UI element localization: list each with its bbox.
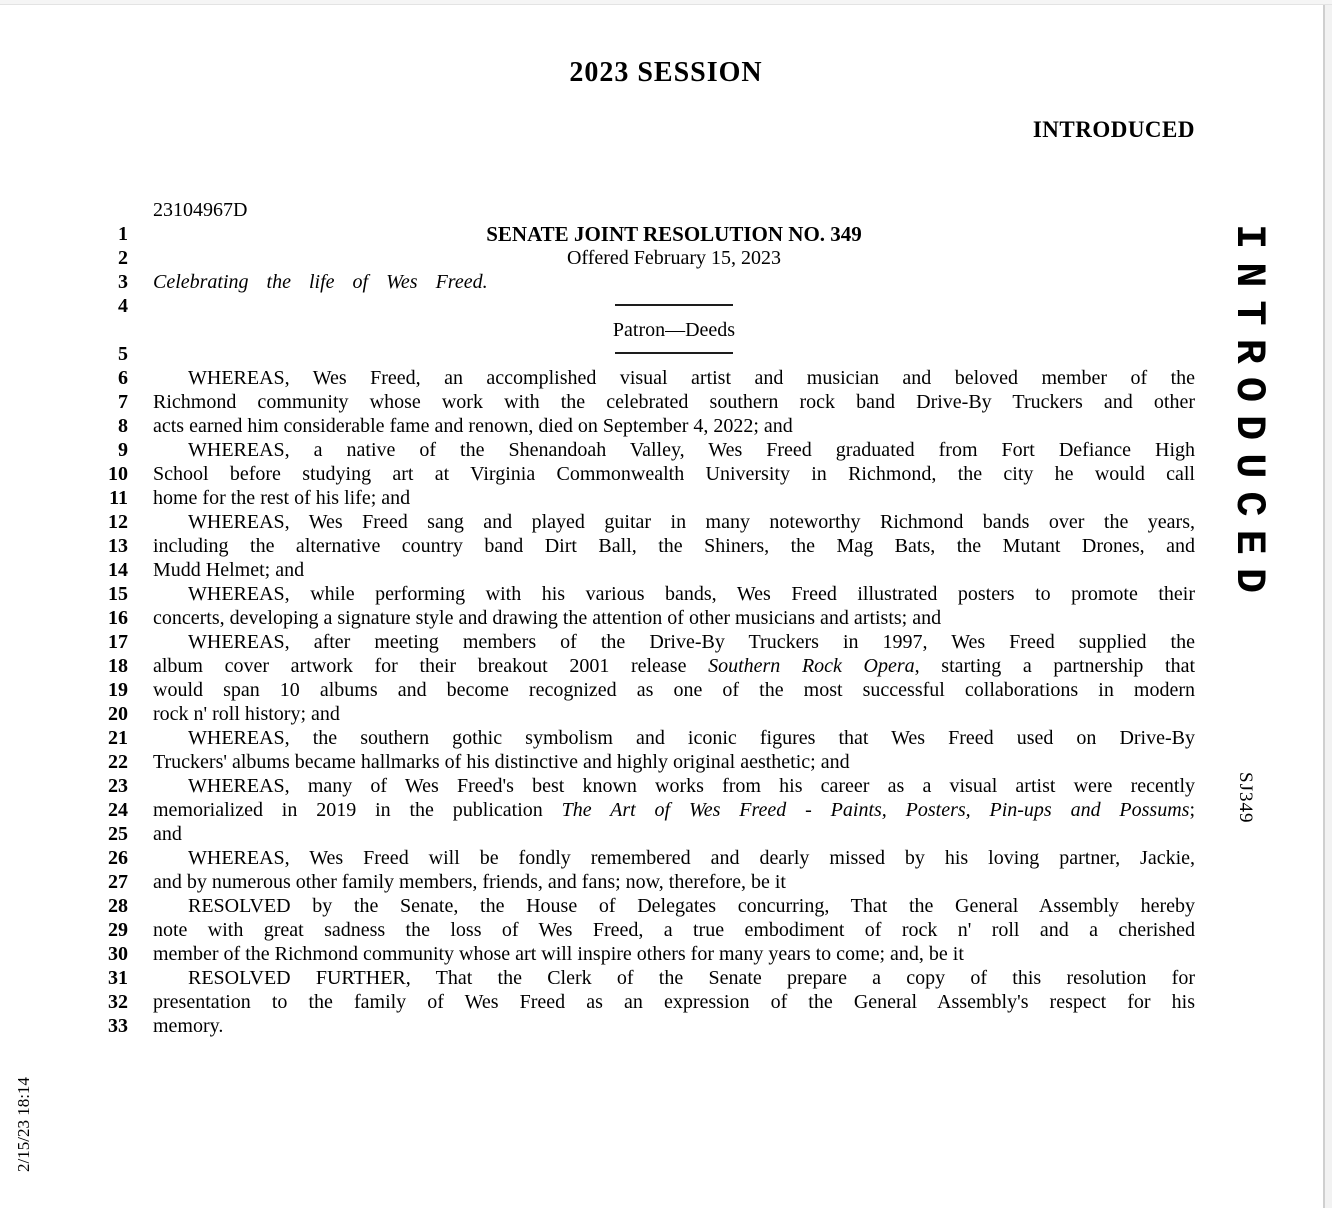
document-line <box>0 438 1220 462</box>
document-line <box>0 1014 1220 1038</box>
text-segment: member of the Richmond community whose art will inspire others for many years to come; and, be it <box>153 943 964 965</box>
document-line <box>0 918 1220 942</box>
line-content <box>153 630 1195 654</box>
line-content <box>153 654 1195 678</box>
line-content <box>153 318 1195 342</box>
text-segment: and by numerous other family members, friends, and fans; now, therefore, be it <box>153 871 786 893</box>
line-content <box>153 726 1195 750</box>
text-segment: presentation to the family of Wes Freed as an expression of the General Assembly's respect for his <box>153 991 1195 1013</box>
line-number: 25 <box>108 823 128 845</box>
text-segment: ; <box>1189 799 1195 821</box>
separator-line <box>615 304 733 306</box>
line-number: 18 <box>108 655 128 677</box>
document-line <box>0 462 1220 486</box>
text-segment: acts earned him considerable fame and renown, died on September 4, 2022; and <box>153 415 793 437</box>
text-segment: School before studying art at Virginia Commonwealth University in Richmond, the city he would call <box>153 463 1195 485</box>
line-number: 15 <box>108 583 128 605</box>
line-content <box>153 774 1195 798</box>
line-content <box>153 246 1195 270</box>
text-segment: home for the rest of his life; and <box>153 487 411 509</box>
separator-row <box>0 294 1220 318</box>
line-content <box>153 990 1195 1014</box>
line-content <box>153 942 1195 966</box>
page-top-edge <box>0 0 1332 5</box>
line-number: 21 <box>108 727 128 749</box>
document-line <box>0 534 1220 558</box>
line-content <box>153 894 1195 918</box>
line-content <box>153 486 1195 510</box>
line-number: 17 <box>108 631 128 653</box>
document-line <box>0 846 1220 870</box>
document-line <box>0 270 1220 294</box>
text-segment: RESOLVED by the Senate, the House of Delegates concurring, That the General Assembly hereby <box>188 895 1195 917</box>
text-segment: RESOLVED FURTHER, That the Clerk of the Senate prepare a copy of this resolution for <box>188 967 1195 989</box>
line-number: 7 <box>118 391 128 413</box>
resolution-body <box>0 198 1220 1038</box>
document-line <box>0 510 1220 534</box>
line-content <box>153 462 1195 486</box>
line-number: 1 <box>118 223 128 245</box>
introduced-status-header: INTRODUCED <box>1032 117 1195 142</box>
text-segment: WHEREAS, Wes Freed, an accomplished visual artist and musician and beloved member of the <box>188 367 1195 389</box>
line-content <box>153 750 1195 774</box>
line-number: 11 <box>109 487 128 509</box>
line-number: 33 <box>108 1015 128 1037</box>
text-segment: WHEREAS, after meeting members of the Drive-By Truckers in 1997, Wes Freed supplied the <box>188 631 1195 653</box>
text-segment: WHEREAS, many of Wes Freed's best known works from his career as a visual artist were recently <box>188 775 1195 797</box>
text-segment: Richmond community whose work with the celebrated southern rock band Drive-By Truckers and other <box>153 391 1195 413</box>
line-content <box>153 870 1195 894</box>
text-segment: including the alternative country band Dirt Ball, the Shiners, the Mag Bats, the Mutant Drones, and <box>153 535 1195 557</box>
text-segment: WHEREAS, a native of the Shenandoah Valley, Wes Freed graduated from Fort Defiance High <box>188 439 1195 461</box>
document-line <box>0 582 1220 606</box>
line-number: 22 <box>108 751 128 773</box>
print-timestamp-wrap <box>14 1046 40 1172</box>
document-line <box>0 246 1220 270</box>
line-number: 4 <box>118 295 128 317</box>
document-line <box>0 654 1220 678</box>
document-line <box>0 870 1220 894</box>
text-segment: and <box>153 823 182 845</box>
document-line <box>0 414 1220 438</box>
document-line <box>0 390 1220 414</box>
line-content <box>153 966 1195 990</box>
text-segment: WHEREAS, Wes Freed sang and played guitar in many noteworthy Richmond bands over the years, <box>188 511 1195 533</box>
line-content <box>153 414 1195 438</box>
document-line <box>0 318 1220 342</box>
line-number <box>0 318 128 342</box>
line-number <box>0 198 128 222</box>
line-content <box>153 822 1195 846</box>
text-segment: SENATE JOINT RESOLUTION NO. 349 <box>486 222 862 246</box>
text-segment: Celebrating the life of Wes Freed. <box>153 271 488 293</box>
line-content <box>153 270 1195 294</box>
line-number: 14 <box>108 559 128 581</box>
session-title: 2023 SESSION <box>569 57 763 88</box>
line-content <box>153 390 1195 414</box>
italic-text-segment: The Art of Wes Freed - Paints, Posters, Pin-ups and Possums <box>561 799 1190 821</box>
document-line <box>0 942 1220 966</box>
line-number: 10 <box>108 463 128 485</box>
document-line <box>0 726 1220 750</box>
line-content <box>153 558 1195 582</box>
line-content <box>153 606 1195 630</box>
line-content <box>153 846 1195 870</box>
line-number: 27 <box>108 871 128 893</box>
line-number: 9 <box>118 439 128 461</box>
text-segment: Patron—Deeds <box>612 319 736 341</box>
document-line <box>0 702 1220 726</box>
document-line <box>0 198 1220 222</box>
document-line <box>0 990 1220 1014</box>
text-segment: , starting a partnership that <box>914 655 1195 677</box>
line-number: 24 <box>108 799 128 821</box>
line-number: 32 <box>108 991 128 1013</box>
line-content <box>153 342 1195 366</box>
text-segment: concerts, developing a signature style and drawing the attention of other musicians and artists; and <box>153 607 942 629</box>
document-line <box>0 774 1220 798</box>
text-segment: album cover artwork for their breakout 2001 release <box>153 655 709 677</box>
line-content <box>153 534 1195 558</box>
italic-text-segment: Southern Rock Opera <box>708 655 915 677</box>
line-number: 26 <box>108 847 128 869</box>
line-number: 30 <box>108 943 128 965</box>
page-right-edge <box>1323 5 1332 1208</box>
separator-row <box>0 342 1220 366</box>
document-line <box>0 486 1220 510</box>
line-content <box>153 294 1195 318</box>
line-number: 31 <box>108 967 128 989</box>
document-line <box>0 606 1220 630</box>
text-segment: would span 10 albums and become recognized as one of the most successful collaborations in modern <box>153 679 1195 701</box>
line-number: 12 <box>108 511 128 533</box>
line-content <box>153 510 1195 534</box>
line-content <box>153 366 1195 390</box>
text-segment: Mudd Helmet; and <box>153 559 305 581</box>
document-line <box>0 222 1220 246</box>
text-segment: rock n' roll history; and <box>153 703 340 725</box>
line-content <box>153 918 1195 942</box>
text-segment: Truckers' albums became hallmarks of his distinctive and highly original aesthetic; and <box>153 751 850 773</box>
document-line <box>0 798 1220 822</box>
bill-number-vertical-label: SJ349 <box>1235 772 1256 824</box>
line-content <box>153 222 1195 246</box>
text-segment: WHEREAS, the southern gothic symbolism and iconic figures that Wes Freed used on Drive-By <box>188 727 1195 749</box>
document-line <box>0 366 1220 390</box>
document-line <box>0 894 1220 918</box>
line-number: 3 <box>118 271 128 293</box>
line-content <box>153 678 1195 702</box>
separator-line <box>615 352 733 354</box>
line-number: 23 <box>108 775 128 797</box>
line-number: 29 <box>108 919 128 941</box>
line-number: 2 <box>118 247 128 269</box>
document-line <box>0 966 1220 990</box>
text-segment: WHEREAS, while performing with his various bands, Wes Freed illustrated posters to promote their <box>188 583 1195 605</box>
document-line <box>0 678 1220 702</box>
line-content <box>153 1014 1195 1038</box>
line-number: 6 <box>118 367 128 389</box>
introduced-vertical-stamp: INTRODUCED <box>1225 224 1273 607</box>
line-content <box>153 438 1195 462</box>
line-number: 13 <box>108 535 128 557</box>
line-number: 16 <box>108 607 128 629</box>
text-segment: WHEREAS, Wes Freed will be fondly remembered and dearly missed by his loving partner, Jackie, <box>188 847 1195 869</box>
text-segment: memory. <box>153 1015 224 1037</box>
document-line <box>0 630 1220 654</box>
line-number: 8 <box>118 415 128 437</box>
line-number: 19 <box>108 679 128 701</box>
print-timestamp: 2/15/23 18:14 <box>14 1077 33 1172</box>
line-number: 5 <box>118 343 128 365</box>
document-line <box>0 558 1220 582</box>
line-content <box>153 198 1195 222</box>
line-content <box>153 798 1195 822</box>
document-line <box>0 750 1220 774</box>
document-line <box>0 822 1220 846</box>
line-content <box>153 582 1195 606</box>
text-segment: Offered February 15, 2023 <box>566 247 781 269</box>
line-number: 28 <box>108 895 128 917</box>
line-number: 20 <box>108 703 128 725</box>
text-segment: 23104967D <box>153 199 248 221</box>
text-segment: memorialized in 2019 in the publication <box>153 799 562 821</box>
text-segment: note with great sadness the loss of Wes Freed, a true embodiment of rock n' roll and a cherished <box>153 919 1195 941</box>
line-content <box>153 702 1195 726</box>
